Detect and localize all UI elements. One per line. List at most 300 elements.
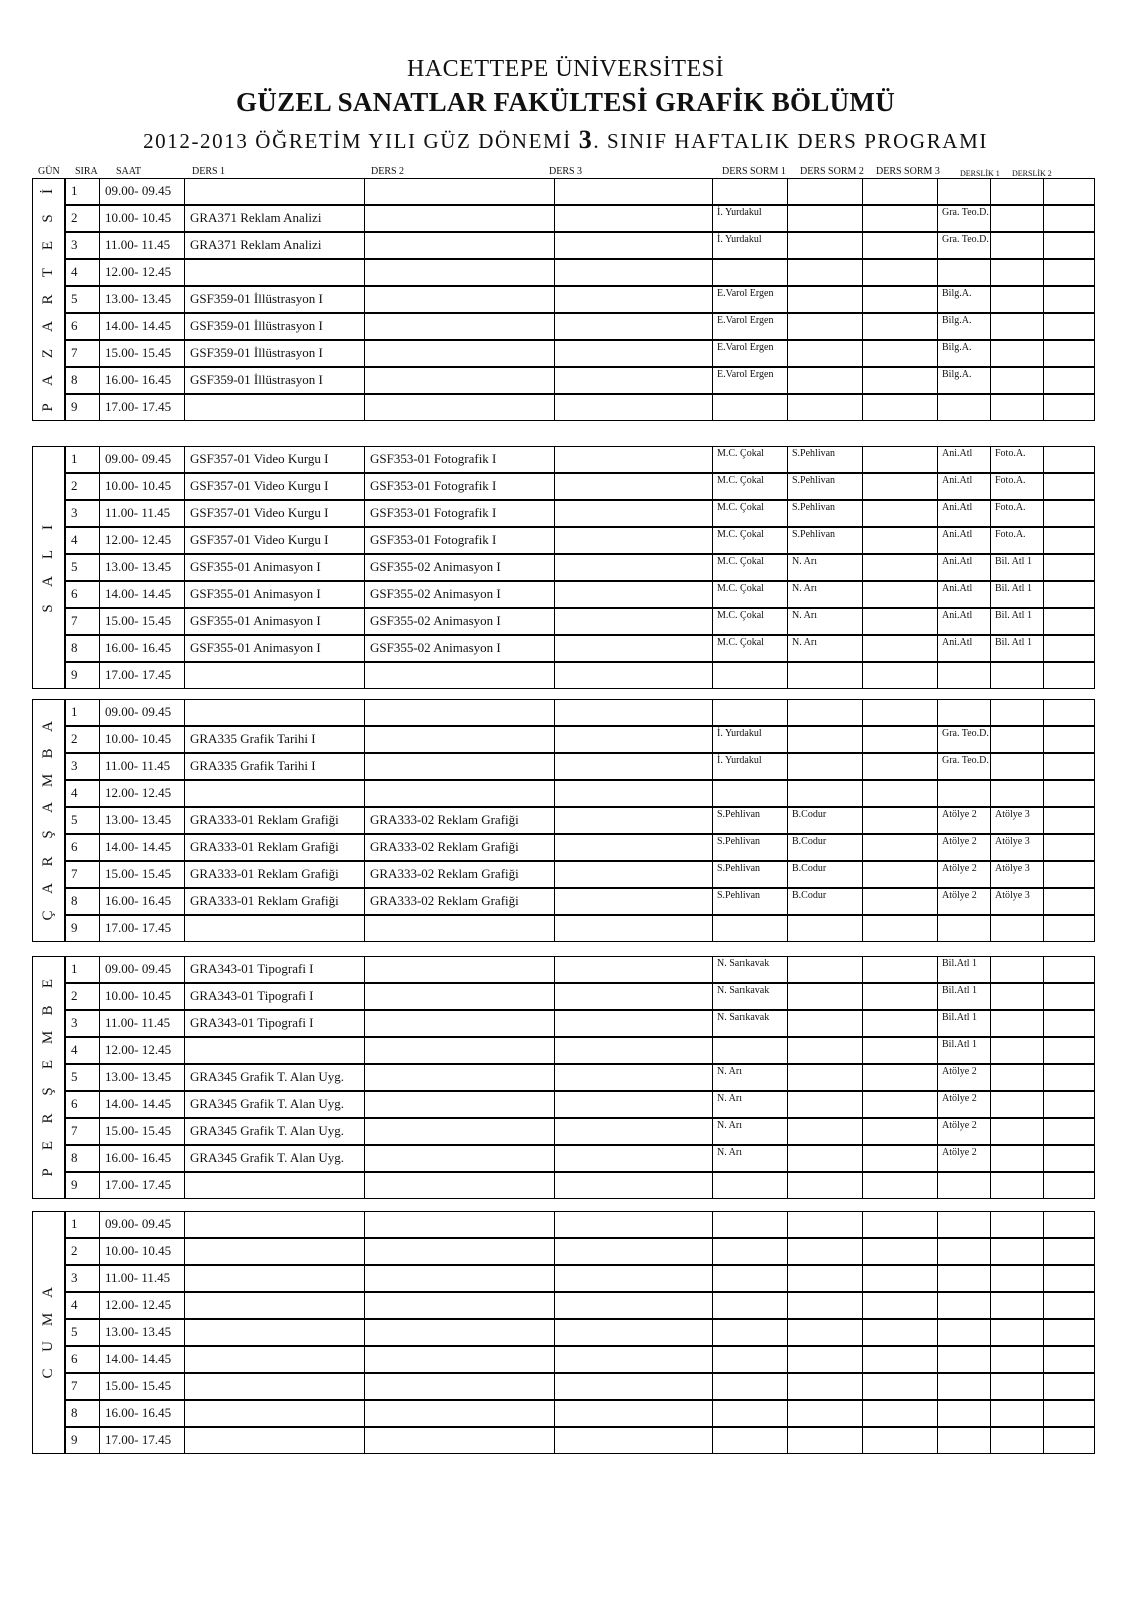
- table-row: [65, 581, 1094, 608]
- cell-d2: [364, 367, 555, 394]
- cell-s3: [862, 983, 938, 1010]
- cell-d2: [364, 1064, 555, 1091]
- cell-empty: [1043, 1145, 1095, 1172]
- cell-sira: 9: [65, 1427, 100, 1454]
- cell-r2: [990, 1373, 1044, 1400]
- cell-empty: [1043, 367, 1095, 394]
- day-letter: Z: [40, 348, 56, 359]
- cell-empty: [1043, 1211, 1095, 1238]
- cell-d3: [554, 367, 713, 394]
- cell-s2: [787, 699, 863, 726]
- cell-s3: [862, 608, 938, 635]
- cell-s2: B.Codur: [787, 861, 863, 888]
- cell-sira: 2: [65, 726, 100, 753]
- cell-r2: [990, 1292, 1044, 1319]
- day-letter: C: [40, 1368, 56, 1379]
- cell-sira: 4: [65, 259, 100, 286]
- cell-d1: GSF355-01 Animasyon I: [184, 608, 365, 635]
- cell-empty: [1043, 915, 1095, 942]
- cell-d2: GRA333-02 Reklam Grafiği: [364, 834, 555, 861]
- day-table: [32, 699, 1094, 942]
- header-sira: SIRA: [75, 166, 98, 177]
- cell-d3: [554, 662, 713, 689]
- cell-d2: [364, 394, 555, 421]
- cell-empty: [1043, 1118, 1095, 1145]
- cell-saat: 10.00- 10.45: [99, 726, 185, 753]
- cell-d3: [554, 1346, 713, 1373]
- cell-saat: 14.00- 14.45: [99, 1346, 185, 1373]
- cell-s2: [787, 956, 863, 983]
- cell-s2: [787, 394, 863, 421]
- cell-empty: [1043, 1064, 1095, 1091]
- cell-d2: [364, 232, 555, 259]
- cell-r1: [937, 1319, 991, 1346]
- cell-s2: [787, 1145, 863, 1172]
- day-letter: S: [40, 214, 56, 223]
- cell-sira: 5: [65, 1064, 100, 1091]
- cell-d3: [554, 915, 713, 942]
- cell-saat: 12.00- 12.45: [99, 780, 185, 807]
- cell-s3: [862, 1064, 938, 1091]
- cell-d1: GRA333-01 Reklam Grafiği: [184, 807, 365, 834]
- cell-s1: [712, 1265, 788, 1292]
- cell-d1: [184, 1292, 365, 1319]
- cell-s3: [862, 446, 938, 473]
- table-row: [65, 1400, 1094, 1427]
- table-row: [65, 807, 1094, 834]
- cell-r1: [937, 1172, 991, 1199]
- cell-s1: İ. Yurdakul: [712, 726, 788, 753]
- cell-s2: [787, 1238, 863, 1265]
- cell-d1: GRA371 Reklam Analizi: [184, 232, 365, 259]
- cell-s1: M.C. Çokal: [712, 608, 788, 635]
- day-letter: M: [40, 1030, 56, 1044]
- cell-d2: [364, 726, 555, 753]
- table-row: [65, 1064, 1094, 1091]
- cell-s1: [712, 662, 788, 689]
- cell-r2: Bil. Atl 1: [990, 635, 1044, 662]
- cell-empty: [1043, 1292, 1095, 1319]
- day-letter: E: [40, 1140, 56, 1150]
- cell-d1: [184, 259, 365, 286]
- cell-s1: [712, 1172, 788, 1199]
- table-row: [65, 861, 1094, 888]
- header-derslik2: DERSLİK 2: [1012, 169, 1052, 178]
- cell-sira: 9: [65, 915, 100, 942]
- cell-s1: İ. Yurdakul: [712, 205, 788, 232]
- cell-r2: [990, 1145, 1044, 1172]
- cell-empty: [1043, 726, 1095, 753]
- cell-empty: [1043, 1091, 1095, 1118]
- cell-r1: Ani.Atl: [937, 608, 991, 635]
- cell-d2: GSF353-01 Fotografik I: [364, 473, 555, 500]
- cell-s1: M.C. Çokal: [712, 473, 788, 500]
- day-letter: P: [40, 1167, 56, 1177]
- day-letter: A: [40, 375, 56, 386]
- cell-s1: [712, 699, 788, 726]
- cell-d2: [364, 753, 555, 780]
- cell-s2: S.Pehlivan: [787, 446, 863, 473]
- cell-r1: Bil.Atl 1: [937, 956, 991, 983]
- cell-r1: [937, 1292, 991, 1319]
- cell-d2: [364, 1373, 555, 1400]
- cell-d2: GSF355-02 Animasyon I: [364, 581, 555, 608]
- cell-d1: GSF357-01 Video Kurgu I: [184, 446, 365, 473]
- cell-s1: N. Sarıkavak: [712, 956, 788, 983]
- cell-s2: S.Pehlivan: [787, 473, 863, 500]
- day-letter: I: [40, 524, 56, 530]
- cell-s1: N. Arı: [712, 1145, 788, 1172]
- cell-s3: [862, 1400, 938, 1427]
- cell-s1: S.Pehlivan: [712, 807, 788, 834]
- day-table: [32, 1211, 1094, 1454]
- cell-r1: [937, 1265, 991, 1292]
- cell-d1: GSF357-01 Video Kurgu I: [184, 500, 365, 527]
- cell-d2: [364, 1211, 555, 1238]
- cell-s3: [862, 834, 938, 861]
- cell-saat: 12.00- 12.45: [99, 1292, 185, 1319]
- day-letter: R: [40, 1113, 56, 1124]
- day-table: [32, 178, 1094, 421]
- cell-r1: Ani.Atl: [937, 473, 991, 500]
- cell-empty: [1043, 888, 1095, 915]
- cell-d1: GRA333-01 Reklam Grafiği: [184, 861, 365, 888]
- cell-d3: [554, 861, 713, 888]
- table-row: [65, 1091, 1094, 1118]
- cell-r2: [990, 726, 1044, 753]
- cell-s1: N. Sarıkavak: [712, 983, 788, 1010]
- cell-empty: [1043, 635, 1095, 662]
- table-row: [65, 635, 1094, 662]
- cell-s2: [787, 1211, 863, 1238]
- cell-r2: Bil. Atl 1: [990, 608, 1044, 635]
- cell-empty: [1043, 1346, 1095, 1373]
- cell-s1: [712, 1427, 788, 1454]
- cell-d3: [554, 1400, 713, 1427]
- cell-saat: 13.00- 13.45: [99, 1319, 185, 1346]
- cell-s1: [712, 1292, 788, 1319]
- cell-sira: 8: [65, 1400, 100, 1427]
- cell-empty: [1043, 313, 1095, 340]
- cell-s1: M.C. Çokal: [712, 635, 788, 662]
- cell-s2: [787, 780, 863, 807]
- cell-r1: Bil.Atl 1: [937, 983, 991, 1010]
- cell-d3: [554, 232, 713, 259]
- cell-r1: Atölye 2: [937, 888, 991, 915]
- cell-d3: [554, 834, 713, 861]
- cell-sira: 5: [65, 554, 100, 581]
- cell-d2: [364, 286, 555, 313]
- day-letter: B: [40, 748, 56, 759]
- cell-sira: 4: [65, 1292, 100, 1319]
- cell-s3: [862, 1346, 938, 1373]
- cell-empty: [1043, 232, 1095, 259]
- table-row: [65, 726, 1094, 753]
- cell-s3: [862, 1238, 938, 1265]
- cell-s3: [862, 1118, 938, 1145]
- cell-d1: GRA333-01 Reklam Grafiği: [184, 888, 365, 915]
- cell-d2: [364, 178, 555, 205]
- cell-s2: [787, 1292, 863, 1319]
- cell-saat: 11.00- 11.45: [99, 232, 185, 259]
- cell-s2: S.Pehlivan: [787, 500, 863, 527]
- cell-s3: [862, 286, 938, 313]
- cell-r2: [990, 394, 1044, 421]
- cell-s1: S.Pehlivan: [712, 861, 788, 888]
- cell-empty: [1043, 394, 1095, 421]
- cell-s1: E.Varol Ergen: [712, 286, 788, 313]
- cell-d2: GRA333-02 Reklam Grafiği: [364, 807, 555, 834]
- day-table: [32, 956, 1094, 1199]
- cell-sira: 1: [65, 956, 100, 983]
- cell-saat: 16.00- 16.45: [99, 888, 185, 915]
- cell-r1: [937, 1427, 991, 1454]
- cell-d1: GSF357-01 Video Kurgu I: [184, 527, 365, 554]
- cell-saat: 17.00- 17.45: [99, 1172, 185, 1199]
- cell-s2: [787, 1064, 863, 1091]
- cell-d3: [554, 699, 713, 726]
- day-letter: Ş: [40, 1086, 56, 1096]
- cell-sira: 8: [65, 367, 100, 394]
- header-gun: GÜN: [38, 166, 60, 177]
- cell-sira: 3: [65, 1010, 100, 1037]
- cell-empty: [1043, 1238, 1095, 1265]
- table-row: [65, 394, 1094, 421]
- cell-saat: 12.00- 12.45: [99, 259, 185, 286]
- cell-r1: [937, 1373, 991, 1400]
- cell-s3: [862, 259, 938, 286]
- cell-sira: 4: [65, 780, 100, 807]
- table-row: [65, 1373, 1094, 1400]
- header-ders1: DERS 1: [192, 166, 226, 177]
- table-row: [65, 662, 1094, 689]
- cell-d2: [364, 699, 555, 726]
- cell-r2: [990, 1118, 1044, 1145]
- cell-s3: [862, 1265, 938, 1292]
- cell-r2: Atölye 3: [990, 861, 1044, 888]
- cell-r1: Ani.Atl: [937, 446, 991, 473]
- cell-s2: S.Pehlivan: [787, 527, 863, 554]
- cell-s2: [787, 178, 863, 205]
- cell-r1: [937, 699, 991, 726]
- cell-d2: [364, 1145, 555, 1172]
- cell-r1: Bilg.A.: [937, 340, 991, 367]
- day-letter: P: [40, 403, 56, 412]
- cell-empty: [1043, 178, 1095, 205]
- cell-r2: Bil. Atl 1: [990, 554, 1044, 581]
- cell-s3: [862, 956, 938, 983]
- cell-s3: [862, 500, 938, 527]
- cell-saat: 15.00- 15.45: [99, 1118, 185, 1145]
- cell-d3: [554, 581, 713, 608]
- cell-d2: GSF353-01 Fotografik I: [364, 527, 555, 554]
- cell-d2: [364, 1091, 555, 1118]
- cell-r1: Ani.Atl: [937, 581, 991, 608]
- cell-d2: [364, 780, 555, 807]
- cell-s2: [787, 726, 863, 753]
- cell-r2: Foto.A.: [990, 527, 1044, 554]
- cell-r1: Atölye 2: [937, 861, 991, 888]
- cell-s1: İ. Yurdakul: [712, 232, 788, 259]
- day-letter: M: [40, 1312, 56, 1326]
- table-row: [65, 834, 1094, 861]
- cell-saat: 14.00- 14.45: [99, 1091, 185, 1118]
- cell-d2: GSF355-02 Animasyon I: [364, 554, 555, 581]
- cell-s2: [787, 1091, 863, 1118]
- cell-empty: [1043, 1319, 1095, 1346]
- cell-r2: [990, 753, 1044, 780]
- cell-s1: [712, 1319, 788, 1346]
- cell-d1: GSF359-01 İllüstrasyon I: [184, 340, 365, 367]
- cell-saat: 11.00- 11.45: [99, 1010, 185, 1037]
- table-row: [65, 753, 1094, 780]
- cell-d1: GSF359-01 İllüstrasyon I: [184, 286, 365, 313]
- cell-saat: 10.00- 10.45: [99, 1238, 185, 1265]
- table-row: [65, 1265, 1094, 1292]
- day-letter: R: [40, 294, 56, 305]
- cell-sira: 8: [65, 888, 100, 915]
- cell-sira: 3: [65, 1265, 100, 1292]
- cell-d3: [554, 1265, 713, 1292]
- table-row: [65, 1346, 1094, 1373]
- table-row: [65, 1211, 1094, 1238]
- cell-empty: [1043, 608, 1095, 635]
- cell-r1: Atölye 2: [937, 1064, 991, 1091]
- table-row: [65, 500, 1094, 527]
- cell-empty: [1043, 527, 1095, 554]
- table-row: [65, 178, 1094, 205]
- cell-d3: [554, 1010, 713, 1037]
- cell-d2: [364, 205, 555, 232]
- table-row: [65, 1292, 1094, 1319]
- cell-d3: [554, 956, 713, 983]
- cell-r1: [937, 662, 991, 689]
- table-row: [65, 888, 1094, 915]
- cell-d2: GSF355-02 Animasyon I: [364, 608, 555, 635]
- cell-s3: [862, 394, 938, 421]
- cell-r1: Atölye 2: [937, 1091, 991, 1118]
- table-row: [65, 608, 1094, 635]
- cell-s1: E.Varol Ergen: [712, 313, 788, 340]
- day-label: [32, 178, 65, 421]
- cell-s3: [862, 1172, 938, 1199]
- cell-saat: 16.00- 16.45: [99, 1145, 185, 1172]
- cell-saat: 09.00- 09.45: [99, 1211, 185, 1238]
- table-row: [65, 983, 1094, 1010]
- cell-s2: [787, 205, 863, 232]
- day-letter: T: [40, 267, 56, 278]
- cell-saat: 10.00- 10.45: [99, 473, 185, 500]
- cell-s2: [787, 1172, 863, 1199]
- cell-d2: [364, 1427, 555, 1454]
- cell-d3: [554, 1292, 713, 1319]
- cell-r1: Bil.Atl 1: [937, 1037, 991, 1064]
- cell-s1: [712, 1037, 788, 1064]
- header-saat: SAAT: [116, 166, 142, 177]
- cell-d3: [554, 1211, 713, 1238]
- cell-d3: [554, 608, 713, 635]
- cell-sira: 1: [65, 699, 100, 726]
- cell-empty: [1043, 983, 1095, 1010]
- cell-d1: GRA345 Grafik T. Alan Uyg.: [184, 1145, 365, 1172]
- cell-s2: [787, 1400, 863, 1427]
- cell-r2: Atölye 3: [990, 888, 1044, 915]
- cell-s2: N. Arı: [787, 608, 863, 635]
- cell-s3: [862, 1211, 938, 1238]
- cell-s3: [862, 888, 938, 915]
- cell-r2: [990, 1427, 1044, 1454]
- cell-r2: [990, 1319, 1044, 1346]
- cell-sira: 2: [65, 983, 100, 1010]
- cell-r1: Atölye 2: [937, 807, 991, 834]
- cell-d1: GSF355-01 Animasyon I: [184, 581, 365, 608]
- cell-d1: [184, 915, 365, 942]
- cell-d1: [184, 1172, 365, 1199]
- cell-r2: [990, 367, 1044, 394]
- cell-saat: 15.00- 15.45: [99, 340, 185, 367]
- cell-r1: [937, 1238, 991, 1265]
- cell-empty: [1043, 834, 1095, 861]
- cell-r2: Bil. Atl 1: [990, 581, 1044, 608]
- cell-r2: [990, 1172, 1044, 1199]
- cell-d3: [554, 1238, 713, 1265]
- cell-s2: [787, 983, 863, 1010]
- cell-r1: [937, 259, 991, 286]
- cell-d3: [554, 1064, 713, 1091]
- cell-saat: 13.00- 13.45: [99, 554, 185, 581]
- table-row: [65, 1010, 1094, 1037]
- cell-sira: 7: [65, 861, 100, 888]
- day-letter: E: [40, 978, 56, 988]
- cell-r1: [937, 915, 991, 942]
- cell-s1: N. Sarıkavak: [712, 1010, 788, 1037]
- table-row: [65, 340, 1094, 367]
- cell-saat: 17.00- 17.45: [99, 394, 185, 421]
- cell-r2: [990, 1346, 1044, 1373]
- day-label: [32, 699, 65, 942]
- cell-d3: [554, 983, 713, 1010]
- cell-d2: [364, 313, 555, 340]
- cell-d1: GRA333-01 Reklam Grafiği: [184, 834, 365, 861]
- cell-sira: 3: [65, 232, 100, 259]
- cell-d2: [364, 983, 555, 1010]
- cell-d2: [364, 915, 555, 942]
- cell-d3: [554, 1373, 713, 1400]
- cell-s1: E.Varol Ergen: [712, 340, 788, 367]
- day-letter: B: [40, 1005, 56, 1016]
- cell-saat: 17.00- 17.45: [99, 1427, 185, 1454]
- cell-empty: [1043, 554, 1095, 581]
- cell-sira: 2: [65, 1238, 100, 1265]
- header-sorm2: DERS SORM 2: [800, 166, 864, 177]
- cell-r2: [990, 1010, 1044, 1037]
- cell-r2: [990, 232, 1044, 259]
- cell-s2: [787, 753, 863, 780]
- cell-r1: Gra. Teo.D.: [937, 726, 991, 753]
- cell-d2: [364, 340, 555, 367]
- cell-s3: [862, 1010, 938, 1037]
- cell-d3: [554, 1319, 713, 1346]
- cell-d2: [364, 1346, 555, 1373]
- cell-s1: [712, 1346, 788, 1373]
- table-row: [65, 367, 1094, 394]
- cell-d2: [364, 1292, 555, 1319]
- cell-d2: GRA333-02 Reklam Grafiği: [364, 888, 555, 915]
- cell-s3: [862, 780, 938, 807]
- cell-s1: M.C. Çokal: [712, 554, 788, 581]
- cell-saat: 14.00- 14.45: [99, 313, 185, 340]
- cell-d1: [184, 1346, 365, 1373]
